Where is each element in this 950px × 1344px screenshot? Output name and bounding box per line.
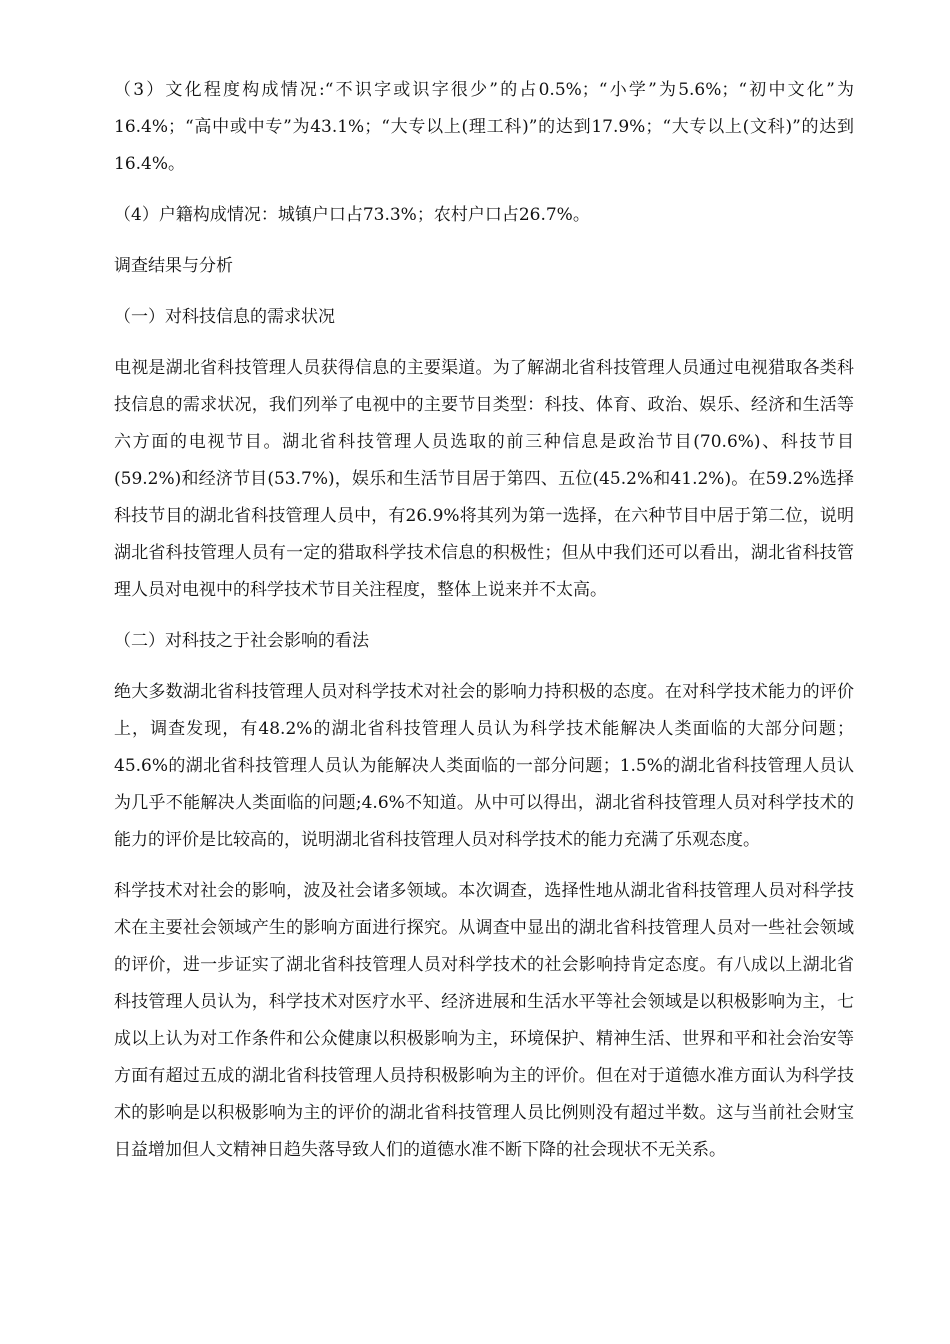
paragraph-ability-evaluation: 绝大多数湖北省科技管理人员对科学技术对社会的影响力持积极的态度。在对科学技术能力的评价上，调查发现，有48.2%的湖北省科技管理人员认为科学技术能解决人类面临的大部分问题；45.6%的湖北省科技管理人员认为能解决人类面临的一部分问题；1.5%的湖北省科技管理人员认为几乎不能解决人类面临的问题;4.6%不知道。从中可以得出，湖北省科技管理人员对科学技术的能力的评价是比较高的，说明湖北省科技管理人员对科学技术的能力充满了乐观态度。	[114, 682, 854, 850]
paragraph-social-influence: 科学技术对社会的影响，波及社会诸多领域。本次调查，选择性地从湖北省科技管理人员对科学技术在主要社会领域产生的影响方面进行探究。从调查中显出的湖北省科技管理人员对一些社会领域的评价，进一步证实了湖北省科技管理人员对科学技术的社会影响持肯定态度。有八成以上湖北省科技管理人员认为，科学技术对医疗水平、经济进展和生活水平等社会领域是以积极影响为主，七成以上认为对工作条件和公众健康以积极影响为主，环境保护、精神生活、世界和平和社会治安等方面有超过五成的湖北省科技管理人员持积极影响为主的评价。但在对于道德水准方面认为科学技术的影响是以积极影响为主的评价的湖北省科技管理人员比例则没有超过半数。这与当前社会财宝日益增加但人文精神日趋失落导致人们的道德水准不断下降的社会现状不无关系。	[114, 881, 854, 1160]
paragraph-household: （4）户籍构成情况：城镇户口占73.3%；农村户口占26.7%。	[114, 205, 590, 225]
section-1-heading: （一）对科技信息的需求状况	[114, 307, 335, 327]
paragraph-education: （3）文化程度构成情况:“不识字或识字很少”的占0.5%；“小学”为5.6%；“初中文化”为16.4%；“高中或中专”为43.1%；“大专以上(理工科)”的达到17.9%；“大专以上(文科)”的达到16.4%。	[114, 80, 854, 174]
paragraph-tv-demand: 电视是湖北省科技管理人员获得信息的主要渠道。为了解湖北省科技管理人员通过电视猎取各类科技信息的需求状况，我们列举了电视中的主要节目类型：科技、体育、政治、娱乐、经济和生活等六方面的电视节目。湖北省科技管理人员选取的前三种信息是政治节目(70.6%)、科技节目(59.2%)和经济节目(53.7%)，娱乐和生活节目居于第四、五位(45.2%和41.2%)。在59.2%选择科技节目的湖北省科技管理人员中，有26.9%将其列为第一选择，在六种节目中居于第二位，说明湖北省科技管理人员有一定的猎取科学技术信息的积极性；但从中我们还可以看出，湖北省科技管理人员对电视中的科学技术节目关注程度，整体上说来并不太高。	[114, 358, 854, 600]
section-2-heading: （二）对科技之于社会影响的看法	[114, 631, 369, 651]
results-heading: 调查结果与分析	[114, 256, 233, 276]
